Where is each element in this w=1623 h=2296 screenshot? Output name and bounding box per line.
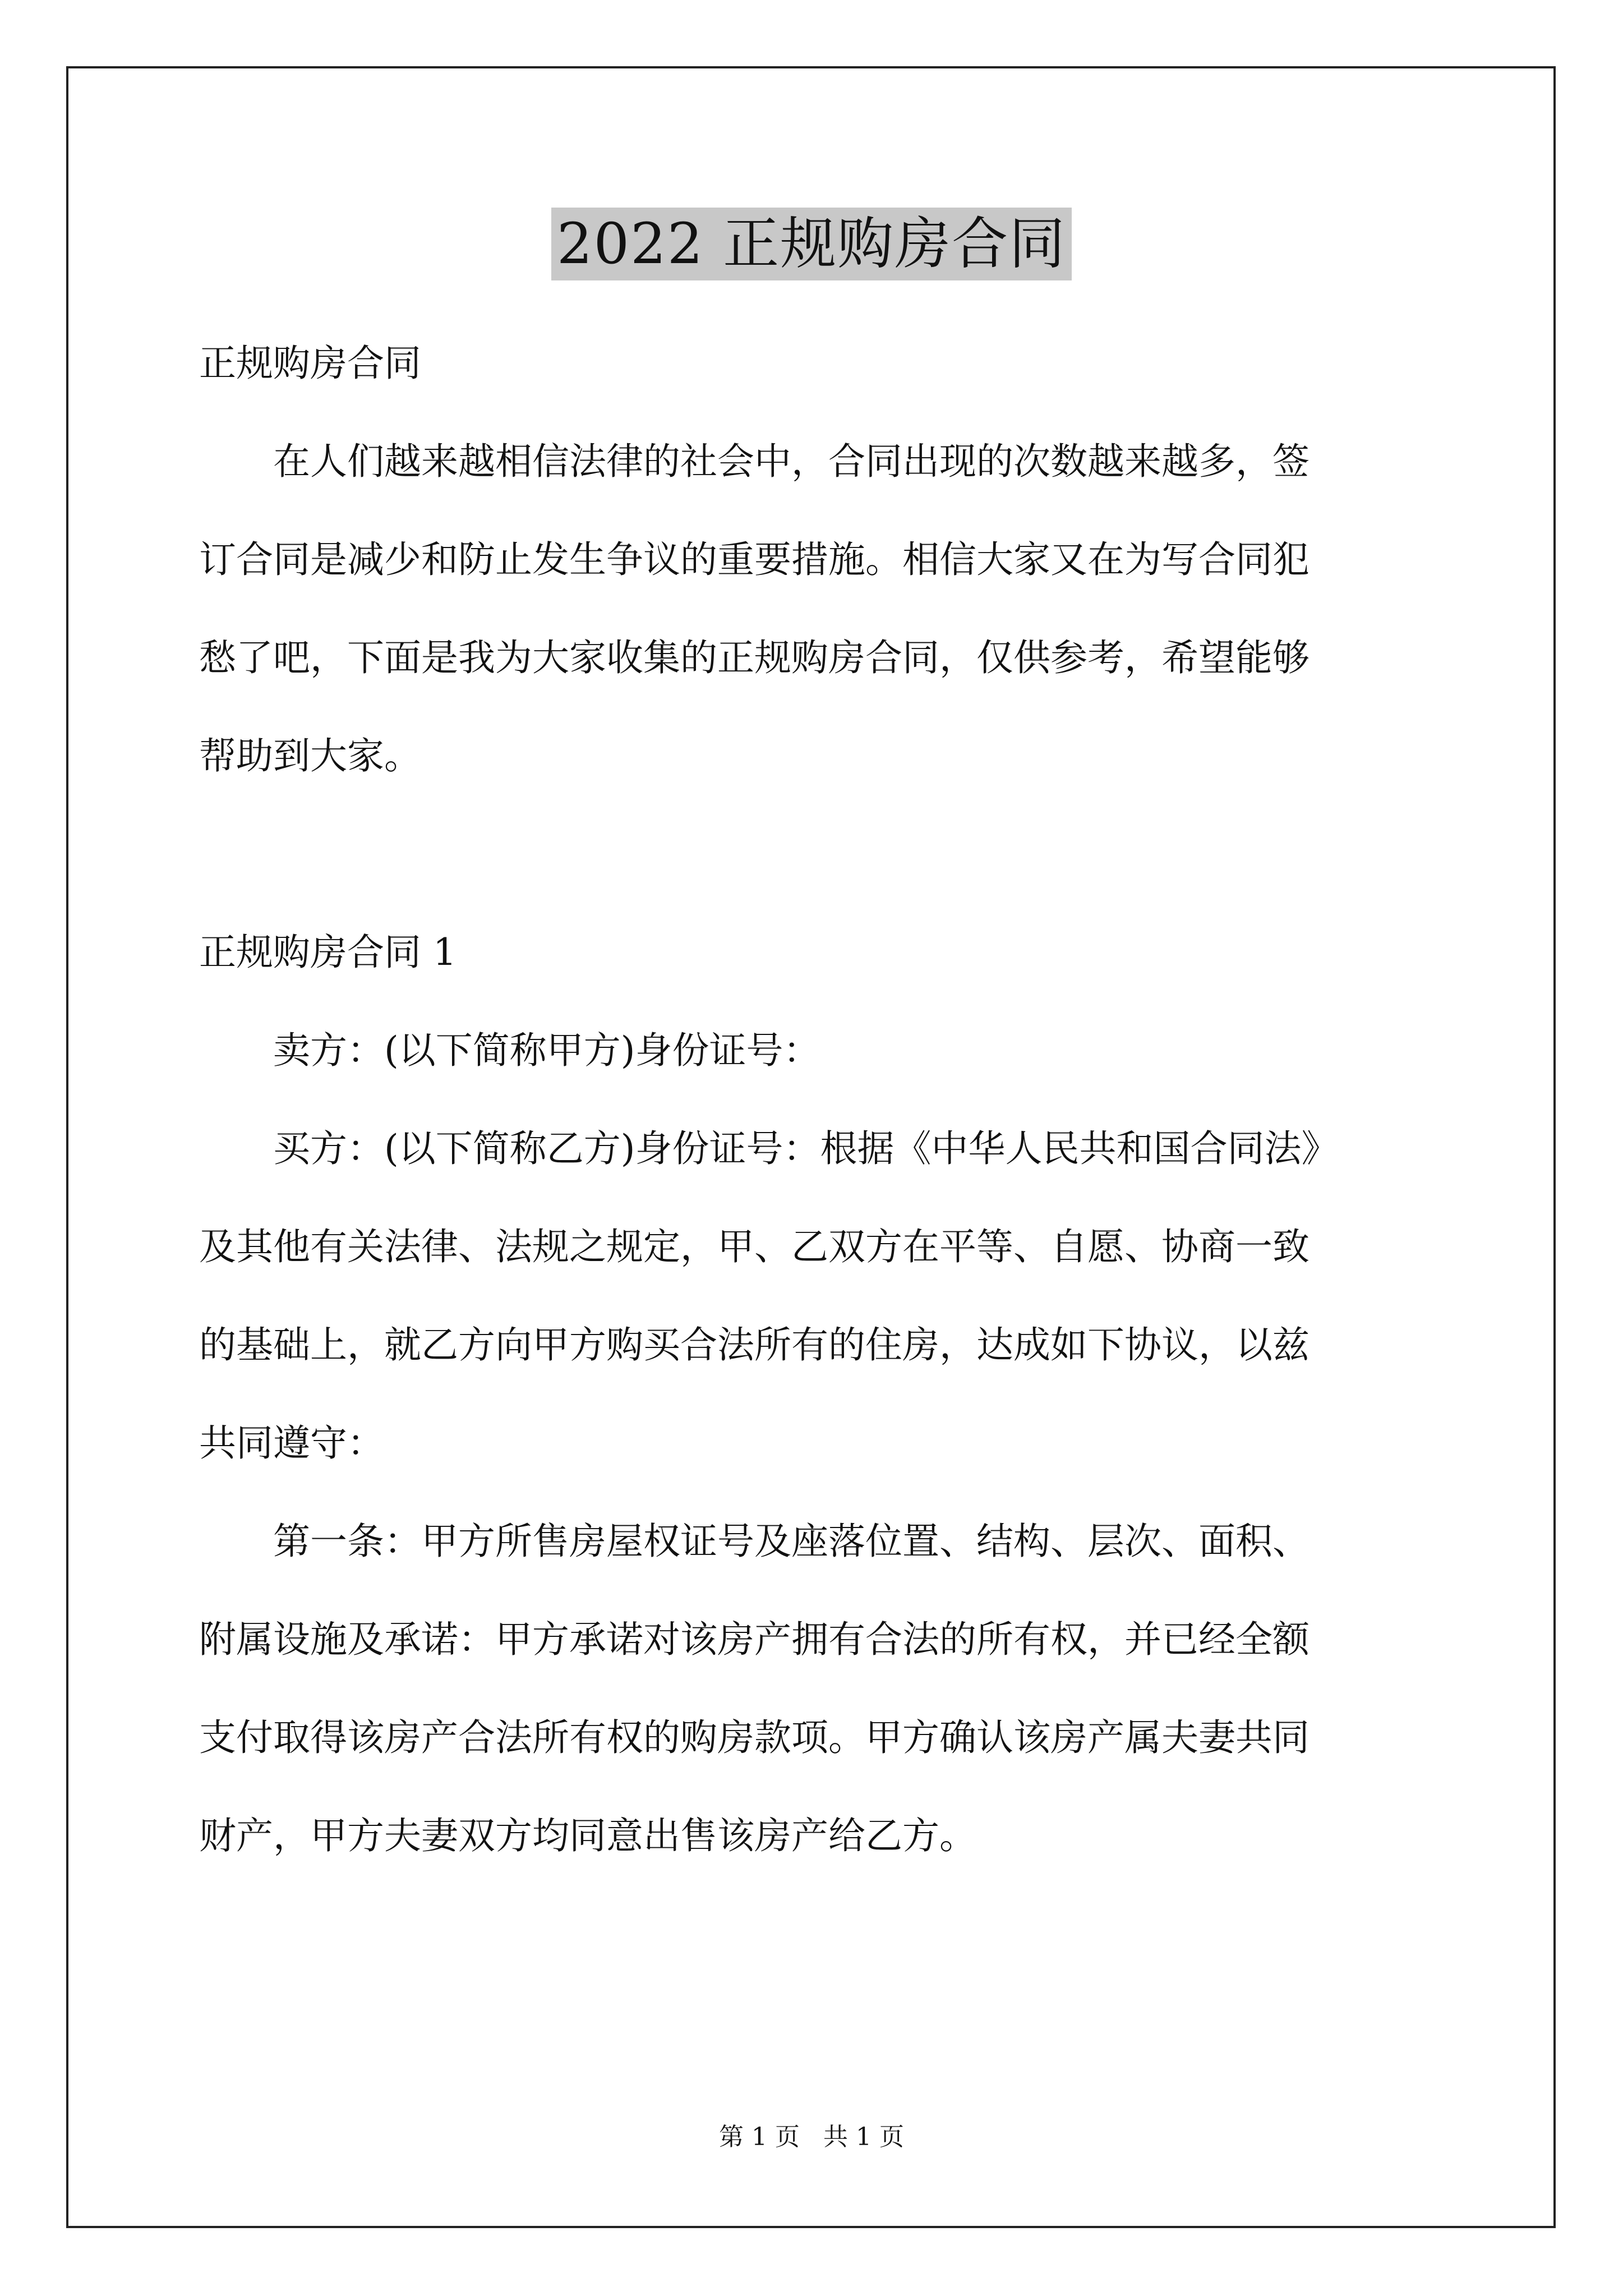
body-line: 财产，甲方夫妻双方均同意出售该房产给乙方。: [199, 1814, 976, 1857]
section-heading: 正规购房合同: [199, 342, 421, 385]
body-line: 买方：(以下简称乙方)身份证号：根据《中华人民共和国合同法》: [199, 1127, 1339, 1170]
body-line: 共同遵守：: [199, 1421, 384, 1465]
body-line: 第一条：甲方所售房屋权证号及座落位置、结构、层次、面积、: [199, 1520, 1310, 1563]
section-heading: 正规购房合同 1: [199, 931, 457, 974]
blank-line: [199, 805, 1427, 903]
page-number-current: 第 1 页: [719, 2123, 800, 2151]
title-container: [0, 208, 1623, 280]
document-title: 2022 正规购房合同: [551, 208, 1072, 280]
page-footer: [0, 2120, 1623, 2154]
body-line: 在人们越来越相信法律的社会中，合同出现的次数越来越多，签: [199, 440, 1310, 483]
body-line: 订合同是减少和防止发生争议的重要措施。相信大家又在为写合同犯: [199, 538, 1310, 581]
body-line: 支付取得该房产合法所有权的购房款项。甲方确认该房产属夫妻共同: [199, 1716, 1310, 1759]
body-line: 卖方：(以下简称甲方)身份证号：: [199, 1029, 820, 1072]
body-line: 愁了吧，下面是我为大家收集的正规购房合同，仅供参考，希望能够: [199, 636, 1310, 679]
document-body: [199, 314, 1427, 1885]
page-number-total: 共 1 页: [823, 2123, 904, 2151]
body-line: 的基础上，就乙方向甲方购买合法所有的住房，达成如下协议，以兹: [199, 1323, 1310, 1366]
body-line: 附属设施及承诺：甲方承诺对该房产拥有合法的所有权，并已经全额: [199, 1618, 1310, 1661]
body-line: 帮助到大家。: [199, 734, 421, 777]
body-line: 及其他有关法律、法规之规定，甲、乙双方在平等、自愿、协商一致: [199, 1225, 1310, 1268]
